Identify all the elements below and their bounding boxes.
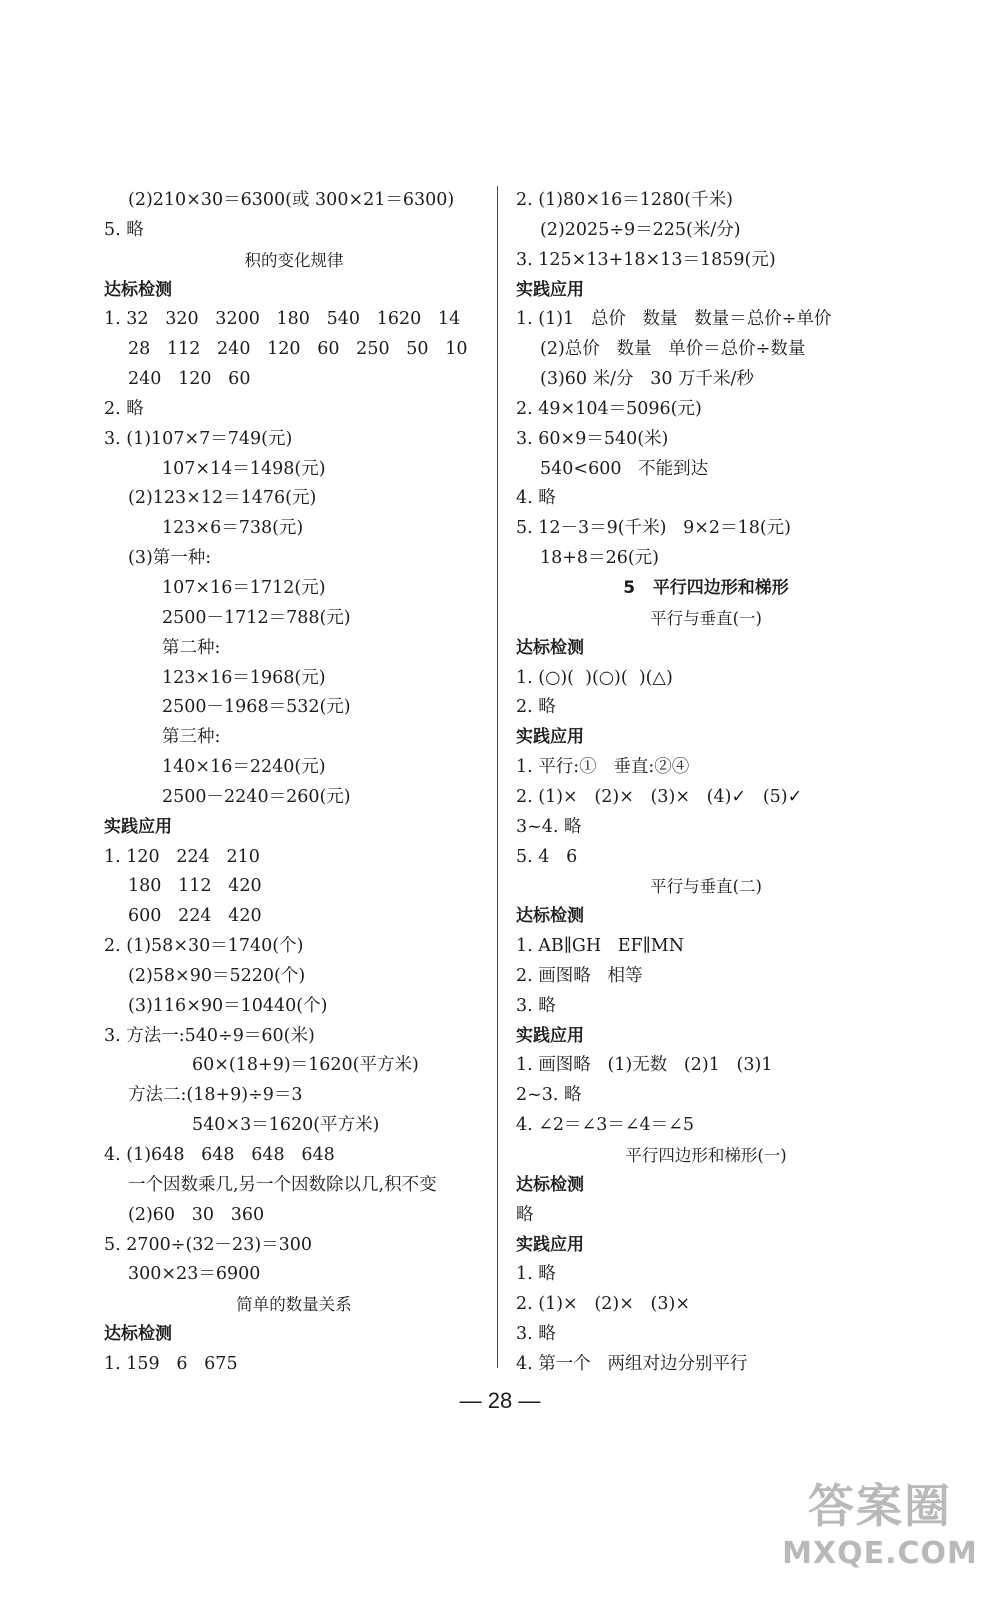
answer-line: 300×23＝6900 [128,1264,261,1285]
answer-line: 28 112 240 120 60 250 50 10 [128,339,468,360]
section-heading: 达标检测 [516,637,584,658]
section-heading: 达标检测 [516,906,584,927]
answer-line: 2. (1)× (2)× (3)× [516,1294,690,1315]
answer-line: (3)第一种: [128,548,212,569]
answer-line: 180 112 420 [128,876,262,897]
section-heading: 达标检测 [104,1324,172,1345]
answer-line: 123×16＝1968(元) [162,667,326,688]
answer-line: 3. 60×9＝540(米) [516,428,669,449]
answer-line: 2. 略 [104,398,144,419]
answer-line: 5. 略 [104,219,144,240]
answer-line: (2)210×30＝6300(或 300×21＝6300) [128,190,455,210]
answer-line: 1. 平行:① 垂直:②④ [516,757,690,778]
answer-line: 60×(18+9)＝1620(平方米) [192,1055,419,1076]
section-heading: 达标检测 [104,279,172,300]
section-heading: 达标检测 [516,1174,584,1195]
answer-line: 107×14＝1498(元) [162,458,326,479]
answer-line: 3. 略 [516,1324,556,1345]
answer-line: 5. 12－3＝9(千米) 9×2＝18(元) [516,518,791,539]
answer-line: 3. 略 [516,995,556,1016]
section-title: 平行四边形和梯形(一) [625,1146,787,1165]
section-title: 平行与垂直(一) [650,608,762,628]
section-title: 5 平行四边形和梯形 [623,577,789,598]
answer-line: 240 120 60 [128,369,251,390]
answer-line: 600 224 420 [128,906,262,927]
section-heading: 实践应用 [516,1025,584,1046]
answer-line: 18+8＝26(元) [540,548,659,569]
answer-line: 第三种: [162,727,221,748]
answer-line: 2500－2240＝260(元) [162,786,351,807]
section-heading: 实践应用 [516,279,584,300]
answer-line: 1. (○)( )(○)( )(△) [516,667,673,688]
answer-line: (2)60 30 360 [128,1204,265,1225]
column-divider [497,186,498,1368]
answer-line: 2. 略 [516,697,556,718]
watermark-title: 答案圈 [808,1479,952,1533]
right-column [516,186,896,1380]
answer-line: 2~3. 略 [516,1085,582,1106]
watermark-url: MXQE.COM [782,1536,978,1571]
answer-line: 3~4. 略 [516,816,582,837]
answer-line: 略 [516,1204,534,1225]
answer-line: (2)总价 数量 单价＝总价÷数量 [540,339,806,360]
answer-line: 5. 2700÷(32－23)＝300 [104,1234,313,1255]
answer-line: 2. (1)× (2)× (3)× (4)✓ (5)✓ [516,786,803,807]
answer-line: 2500－1968＝532(元) [162,697,351,718]
answer-line: 第二种: [162,637,221,658]
answer-line: 2. 49×104＝5096(元) [516,398,702,419]
section-heading: 实践应用 [104,816,172,837]
answer-line: 5. 4 6 [516,846,578,867]
answer-line: 140×16＝2240(元) [162,757,326,778]
section-heading: 实践应用 [516,1234,584,1255]
answer-line: 2500－1712＝788(元) [162,607,351,628]
answer-line: 3. (1)107×7＝749(元) [104,428,293,449]
answer-line: 540<600 不能到达 [540,458,709,479]
answer-line: 2. (1)80×16＝1280(千米) [516,190,733,210]
answer-line: (2)58×90＝5220(个) [128,965,306,986]
answer-line: 1. (1)1 总价 数量 数量＝总价÷单价 [516,309,832,330]
answer-line: 123×6＝738(元) [162,518,304,539]
answer-line: 1. 159 6 675 [104,1353,238,1374]
section-title: 积的变化规律 [244,250,344,270]
answer-line: (3)116×90＝10440(个) [128,995,328,1016]
answer-line: (3)60 米/分 30 万千米/秒 [540,369,754,390]
answer-line: 2. (1)58×30＝1740(个) [104,936,304,957]
answer-line: 4. 略 [516,488,556,509]
answer-line: (2)123×12＝1476(元) [128,488,317,509]
answer-line: 107×16＝1712(元) [162,577,326,598]
answer-line: 4. 第一个 两组对边分别平行 [516,1353,748,1374]
answer-line: 方法二:(18+9)÷9＝3 [128,1085,303,1106]
answer-line: 1. 32 320 3200 180 540 1620 14 [104,309,461,330]
answer-line: 1. 画图略 (1)无数 (2)1 (3)1 [516,1055,773,1076]
answer-line: 一个因数乘几,另一个因数除以几,积不变 [128,1174,437,1195]
answer-line: (2)2025÷9＝225(米/分) [540,219,741,240]
section-heading: 实践应用 [516,727,584,748]
answer-line: 3. 125×13+18×13＝1859(元) [516,249,776,270]
answer-line: 4. (1)648 648 648 648 [104,1145,335,1165]
section-title: 简单的数量关系 [236,1295,352,1315]
left-column [104,186,484,1380]
answer-line: 3. 方法一:540÷9＝60(米) [104,1025,315,1046]
answer-line: 540×3＝1620(平方米) [192,1115,380,1136]
section-title: 平行与垂直(二) [650,877,762,897]
answer-line: 1. AB∥GH EF∥MN [516,936,685,957]
answer-line: 2. 画图略 相等 [516,965,643,986]
watermark-logo [770,1478,990,1590]
page-number: — 28 — [459,1388,541,1413]
answer-line: 1. 略 [516,1264,556,1285]
answer-line: 4. ∠2＝∠3＝∠4＝∠5 [516,1115,694,1136]
answer-line: 1. 120 224 210 [104,846,260,867]
